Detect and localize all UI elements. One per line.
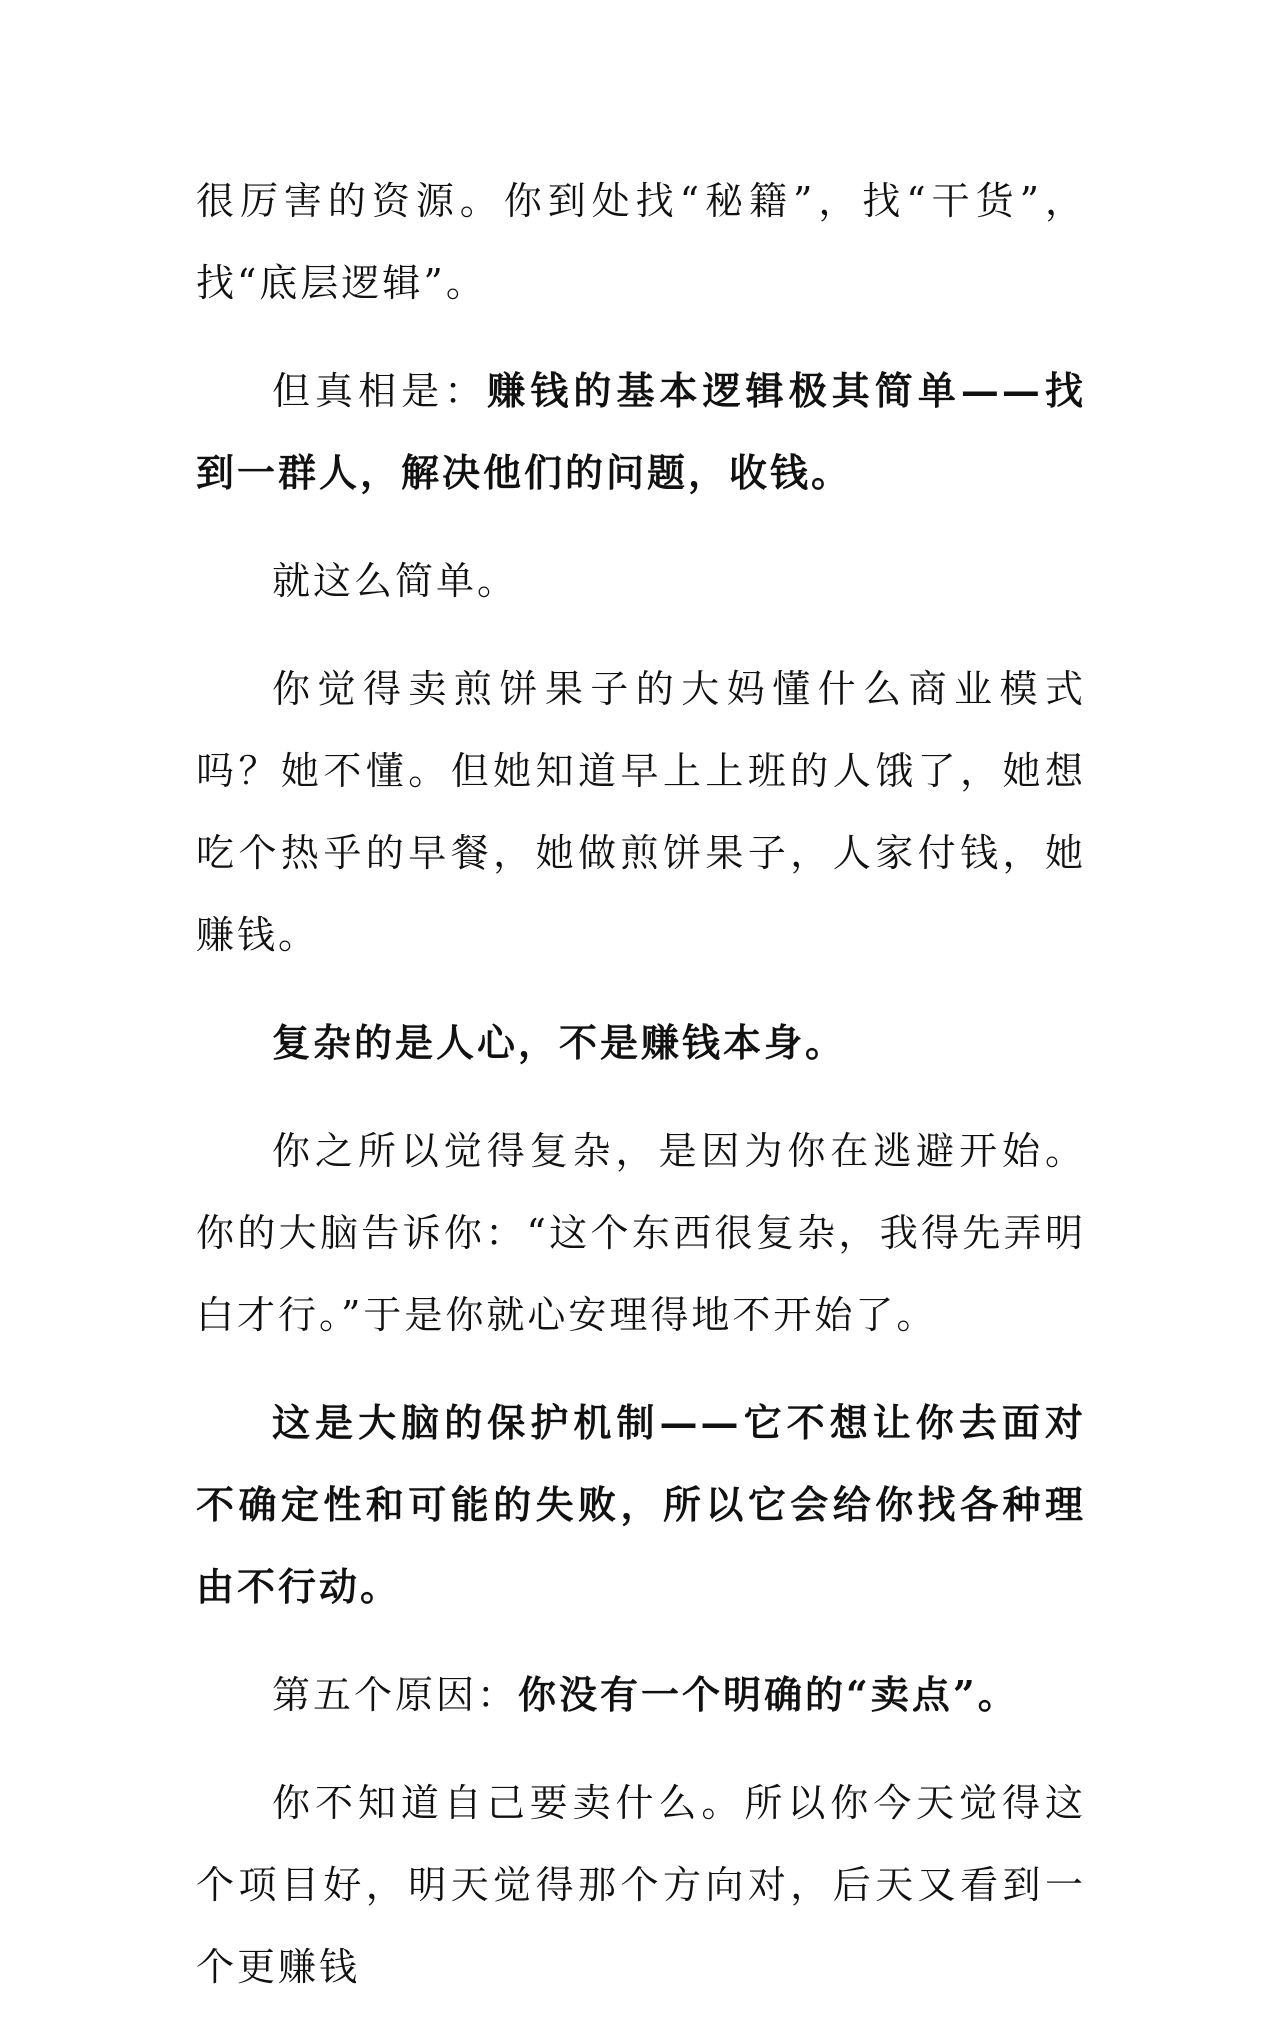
paragraph-3 [196,540,1086,622]
paragraph-1-text: 很厉害的资源。你到处找“秘籍”，找“干货”，找“底层逻辑”。 [196,179,1086,305]
paragraph-6-text: 你之所以觉得复杂，是因为你在逃避开始。你的大脑告诉你：“这个东西很复杂，我得先弄明白才行。”于是你就心安理得地不开始了。 [196,1129,1086,1337]
paragraph-2-text: 但真相是： [272,369,488,413]
paragraph-5 [196,1002,1086,1084]
paragraph-5-bold-text: 复杂的是人心，不是赚钱本身。 [272,1020,847,1065]
paragraph-8 [196,1654,1086,1736]
paragraph-8-text: 第五个原因： [272,1673,519,1717]
paragraph-6 [196,1110,1086,1356]
paragraph-9 [196,1762,1086,2008]
text-body [196,160,1086,2034]
paragraph-7 [196,1382,1086,1628]
paragraph-2-bold-text: 赚钱的基本逻辑极其简单——找到一群人，解决他们的问题，收钱。 [196,368,1086,495]
paragraph-1 [196,160,1086,324]
paragraph-7-bold-text: 这是大脑的保护机制——它不想让你去面对不确定性和可能的失败，所以它会给你找各种理由不行动。 [196,1400,1086,1609]
paragraph-3-text: 就这么简单。 [272,559,519,603]
paragraph-8-bold-text: 你没有一个明确的“卖点”。 [518,1672,1019,1717]
paragraph-2 [196,350,1086,514]
paragraph-4 [196,648,1086,976]
paragraph-9-text: 你不知道自己要卖什么。所以你今天觉得这个项目好，明天觉得那个方向对，后天又看到一个更赚钱 [196,1781,1086,1989]
paragraph-4-text: 你觉得卖煎饼果子的大妈懂什么商业模式吗？她不懂。但她知道早上上班的人饿了，她想吃个热乎的早餐，她做煎饼果子，人家付钱，她赚钱。 [196,667,1086,957]
